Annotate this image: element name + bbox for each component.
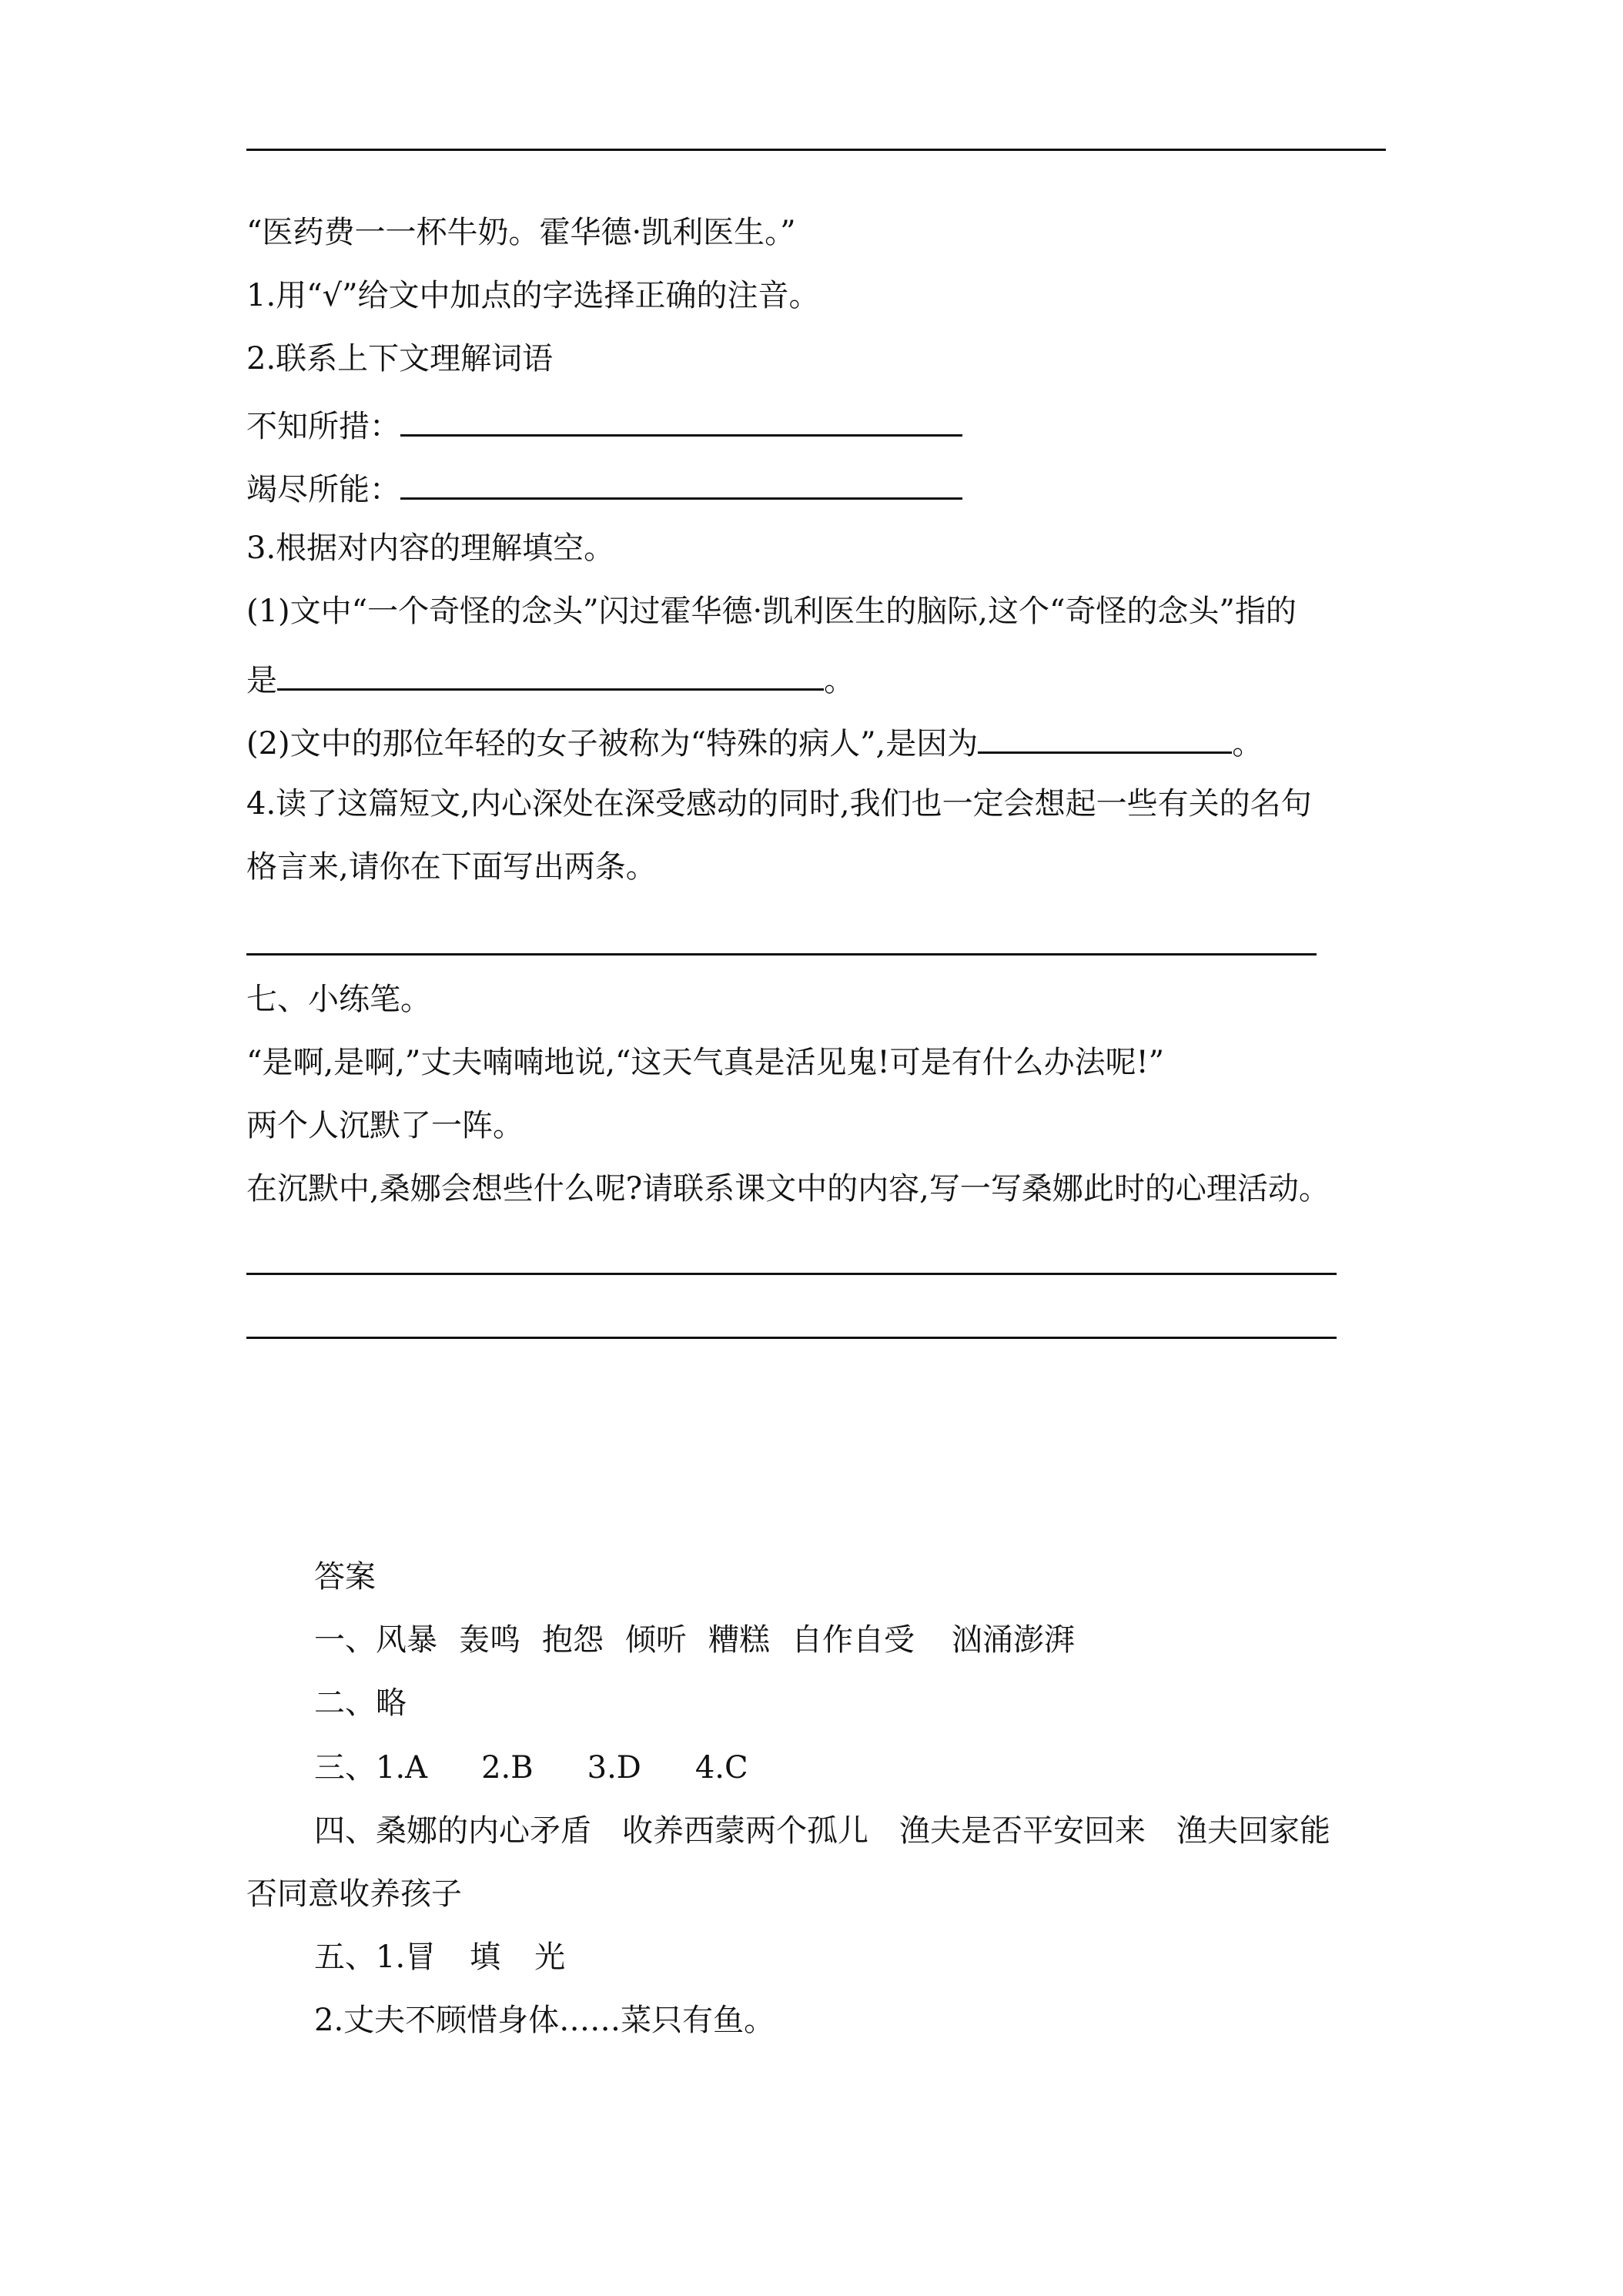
answer-item: 抱怨 bbox=[542, 1622, 604, 1658]
section-7-prompt: 在沉默中,桑娜会想些什么呢?请联系课文中的内容,写一写桑娜此时的心理活动。 bbox=[246, 1171, 1330, 1207]
question-4-line-1: 4.读了这篇短文,内心深处在深受感动的同时,我们也一定会想起一些有关的名句 bbox=[246, 786, 1312, 822]
question-4-line-2: 格言来,请你在下面写出两条。 bbox=[246, 849, 657, 885]
question-3: 3.根据对内容的理解填空。 bbox=[246, 530, 615, 566]
vocab-item-1 bbox=[246, 400, 962, 448]
vocab-word: 不知所措： bbox=[246, 409, 400, 444]
answer-blank bbox=[978, 718, 1232, 754]
answer-line bbox=[246, 953, 1317, 956]
answer-line bbox=[246, 1337, 1337, 1339]
answer-item: 3.D bbox=[587, 1750, 641, 1786]
answer-item: 汹涌澎湃 bbox=[952, 1622, 1075, 1658]
answer-item: 风暴 bbox=[376, 1622, 437, 1658]
answer-5 bbox=[314, 1936, 565, 1979]
quote-line: “医药费一一杯牛奶。霍华德·凯利医生。” bbox=[246, 215, 796, 250]
question-1: 1.用“√”给文中加点的字选择正确的注音。 bbox=[246, 278, 820, 313]
text-fragment: 是 bbox=[246, 663, 277, 698]
answer-item: 填 bbox=[470, 1940, 501, 1975]
vocab-word: 竭尽所能： bbox=[246, 472, 400, 507]
text-fragment: 。 bbox=[824, 663, 855, 698]
answer-item: 自作自受 bbox=[791, 1622, 915, 1658]
answer-line bbox=[246, 1273, 1337, 1275]
answer-label: 五、 bbox=[314, 1940, 376, 1975]
answer-line bbox=[246, 149, 1386, 151]
answer-item: 1.A bbox=[376, 1750, 428, 1786]
answer-item: 1.冒 bbox=[376, 1940, 437, 1975]
answer-item: 光 bbox=[534, 1940, 566, 1975]
answer-item: 2.B bbox=[481, 1750, 534, 1786]
answer-blank bbox=[277, 654, 824, 691]
answer-item: 轰鸣 bbox=[459, 1622, 520, 1658]
answer-item: 糟糕 bbox=[708, 1622, 770, 1658]
text-fragment: (2)文中的那位年轻的女子被称为“特殊的病人”,是因为 bbox=[246, 726, 979, 761]
vocab-item-2 bbox=[246, 464, 962, 511]
answer-blank bbox=[400, 400, 962, 437]
question-2: 2.联系上下文理解词语 bbox=[246, 341, 554, 377]
answer-label: 三、 bbox=[314, 1750, 376, 1786]
text-fragment: 。 bbox=[1232, 726, 1263, 761]
answer-item: 4.C bbox=[694, 1750, 748, 1786]
section-7-heading: 七、小练笔。 bbox=[246, 982, 431, 1017]
question-3-1-line-1: (1)文中“一个奇怪的念头”闪过霍华德·凯利医生的脑际,这个“奇怪的念头”指的 bbox=[246, 594, 1297, 629]
answer-1 bbox=[314, 1618, 1075, 1662]
answer-4-line-2: 否同意收养孩子 bbox=[246, 1876, 462, 1912]
answer-blank bbox=[400, 464, 962, 500]
question-3-1-line-2 bbox=[246, 654, 855, 702]
section-7-quote: “是啊,是啊,”丈夫喃喃地说,“这天气真是活见鬼!可是有什么办法呢!” bbox=[246, 1045, 1165, 1080]
answer-5-line-2: 2.丈夫不顾惜身体……菜只有鱼。 bbox=[314, 2003, 775, 2038]
answers-title: 答案 bbox=[314, 1559, 376, 1595]
answer-4-line-1: 四、桑娜的内心矛盾 收养西蒙两个孤儿 渔夫是否平安回来 渔夫回家能 bbox=[314, 1813, 1330, 1849]
answer-2: 二、略 bbox=[314, 1685, 407, 1721]
answer-item: 倾听 bbox=[625, 1622, 687, 1658]
section-7-silence: 两个人沉默了一阵。 bbox=[246, 1108, 524, 1143]
question-3-2 bbox=[246, 718, 1263, 765]
answer-3 bbox=[314, 1746, 748, 1789]
answer-label: 一、 bbox=[314, 1622, 376, 1658]
